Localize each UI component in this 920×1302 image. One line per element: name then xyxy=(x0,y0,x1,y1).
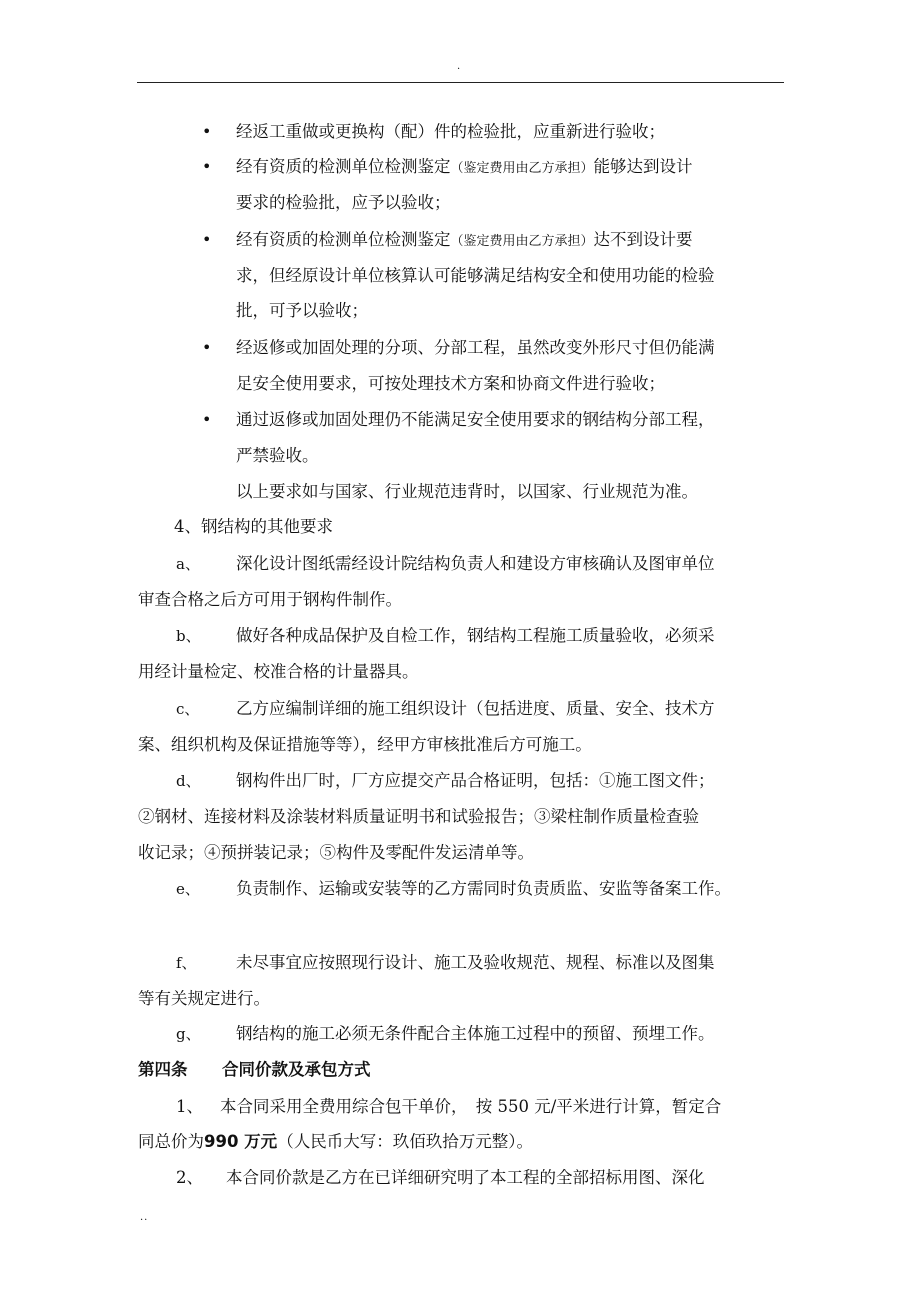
item-f-line-2: 等有关规定进行。 xyxy=(138,989,270,1008)
regulation-note: 以上要求如与国家、行业规范违背时，以国家、行业规范为准。 xyxy=(236,482,698,501)
bullet-symbol: • xyxy=(202,230,212,249)
bullet-5-line-1: 通过返修或加固处理仍不能满足安全使用要求的钢结构分部工程， xyxy=(236,410,715,429)
bullet-4-line-2: 足安全使用要求，可按处理技术方案和协商文件进行验收； xyxy=(236,374,665,393)
clause-2-line-1: 本合同价款是乙方在已详细研究明了本工程的全部招标用图、深化 xyxy=(226,1168,705,1187)
bullet-symbol: • xyxy=(202,157,212,176)
clause-1-line-2: 同总价为990 万元（人民币大写：玖佰玖拾万元整）。 xyxy=(138,1132,533,1151)
bullet-2-line-1: 经有资质的检测单位检测鉴定（鉴定费用由乙方承担）能够达到设计 xyxy=(236,157,693,176)
item-c-line-1: 乙方应编制详细的施工组织设计（包括进度、质量、安全、技术方 xyxy=(236,699,715,718)
bullet-4-line-1: 经返修或加固处理的分项、分部工程，虽然改变外形尺寸但仍能满 xyxy=(236,338,715,357)
item-g-line-1: 钢结构的施工必须无条件配合主体施工过程中的预留、预埋工作。 xyxy=(236,1024,715,1043)
item-e-line-1: 负责制作、运输或安装等的乙方需同时负责质监、安监等备案工作。 xyxy=(236,879,731,898)
section-4-title: 4、钢结构的其他要求 xyxy=(174,517,333,536)
item-label-g: g、 xyxy=(176,1025,201,1043)
item-f-line-1: 未尽事宜应按照现行设计、施工及验收规范、规程、标准以及图集 xyxy=(236,953,715,972)
clause-1-number: 1、 xyxy=(176,1097,203,1116)
item-label-c: c、 xyxy=(176,700,200,718)
bullet-3-line-3: 批，可予以验收； xyxy=(236,301,368,320)
item-d-line-2: ②钢材、连接材料及涂装材料质量证明书和试验报告；③梁柱制作质量检查验 xyxy=(138,807,699,826)
item-a-line-1: 深化设计图纸需经设计院结构负责人和建设方审核确认及图审单位 xyxy=(236,554,715,573)
bullet-symbol: • xyxy=(202,122,212,141)
footer-dots: .. xyxy=(140,1212,149,1223)
bullet-5-line-2: 严禁验收。 xyxy=(236,446,319,465)
bullet-symbol: • xyxy=(202,338,212,357)
item-b-line-2: 用经计量检定、校准合格的计量器具。 xyxy=(138,662,419,681)
item-label-a: a、 xyxy=(176,555,200,573)
bullet-2-line-2: 要求的检验批，应予以验收； xyxy=(236,193,451,212)
bullet-symbol: • xyxy=(202,410,212,429)
bullet-1-line-1: 经返工重做或更换构（配）件的检验批，应重新进行验收； xyxy=(236,122,665,141)
item-label-d: d、 xyxy=(176,772,201,790)
item-a-line-2: 审查合格之后方可用于钢构件制作。 xyxy=(138,590,402,609)
header-dot: . xyxy=(457,61,461,72)
bullet-3-line-2: 求，但经原设计单位核算认可能够满足结构安全和使用功能的检验 xyxy=(236,266,715,285)
bullet-3-line-1: 经有资质的检测单位检测鉴定（鉴定费用由乙方承担）达不到设计要 xyxy=(236,230,693,249)
item-c-line-2: 案、组织机构及保证措施等等），经甲方审核批准后方可施工。 xyxy=(138,735,592,754)
item-d-line-3: 收记录；④预拼装记录；⑤构件及零配件发运清单等。 xyxy=(138,843,534,862)
item-label-f: f、 xyxy=(176,954,197,972)
clause-2-number: 2、 xyxy=(176,1168,203,1187)
clause-1-line-1: 本合同采用全费用综合包干单价， 按 550 元/平米进行计算，暂定合 xyxy=(220,1097,722,1116)
item-b-line-1: 做好各种成品保护及自检工作，钢结构工程施工质量验收，必须采 xyxy=(236,626,715,645)
article-4-title: 合同价款及承包方式 xyxy=(222,1060,371,1079)
item-label-e: e、 xyxy=(176,880,200,898)
item-d-line-1: 钢构件出厂时，厂方应提交产品合格证明，包括：①施工图文件； xyxy=(236,771,715,790)
item-label-b: b、 xyxy=(176,627,201,645)
article-4-number: 第四条 xyxy=(138,1060,188,1079)
contract-total-amount: 990 万元 xyxy=(204,1132,278,1151)
